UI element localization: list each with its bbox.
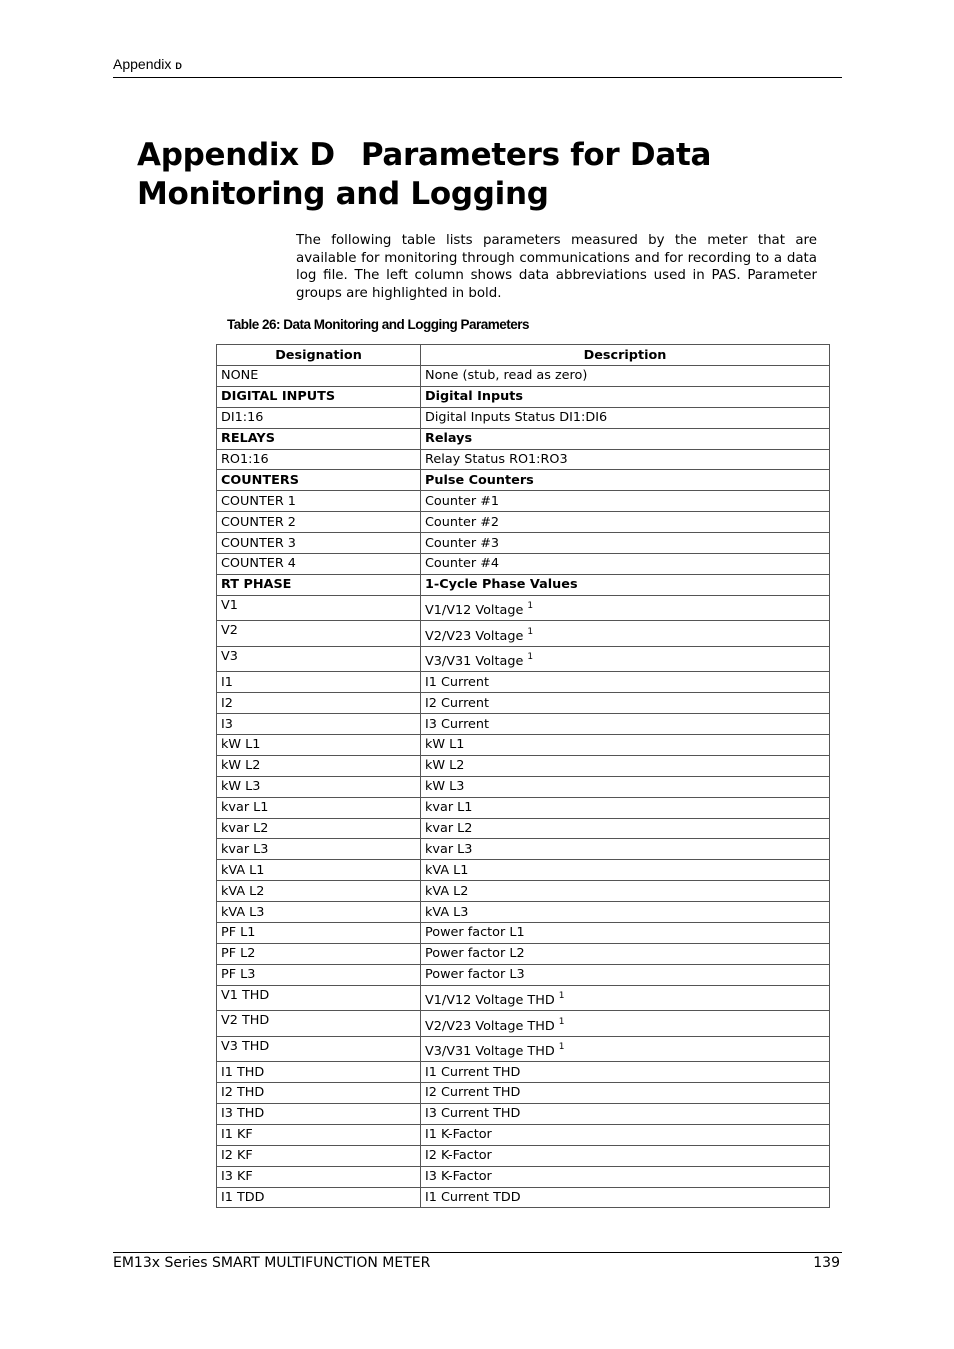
cell-description — [421, 1187, 830, 1208]
description-text: V3/V31 Voltage THD — [425, 1044, 555, 1060]
cell-description — [421, 714, 830, 735]
cell-description — [421, 1062, 830, 1083]
description-text: Power factor L3 — [425, 967, 525, 983]
cell-description — [421, 1103, 830, 1124]
table-row — [217, 574, 830, 595]
cell-description — [421, 776, 830, 797]
page-header — [113, 56, 842, 78]
cell-designation: I1 KF — [217, 1124, 421, 1145]
column-header-description: Description — [421, 345, 830, 366]
table-row — [217, 1187, 830, 1208]
page-footer — [113, 1252, 842, 1271]
table-row — [217, 734, 830, 755]
cell-designation: V3 — [217, 646, 421, 672]
cell-designation: RO1:16 — [217, 449, 421, 470]
cell-description — [421, 554, 830, 575]
table-row — [217, 595, 830, 621]
table-row — [217, 818, 830, 839]
footer-product: EM13x Series SMART MULTIFUNCTION METER — [113, 1255, 431, 1271]
cell-description — [421, 818, 830, 839]
cell-designation: DIGITAL INPUTS — [217, 386, 421, 407]
table-row — [217, 533, 830, 554]
description-text: I2 Current THD — [425, 1085, 521, 1101]
table-row — [217, 646, 830, 672]
cell-description — [421, 839, 830, 860]
cell-description — [421, 902, 830, 923]
description-text: Counter #1 — [425, 493, 500, 509]
description-text: I1 Current TDD — [425, 1189, 521, 1205]
cell-description — [421, 755, 830, 776]
cell-designation: kW L1 — [217, 734, 421, 755]
cell-designation: PF L2 — [217, 943, 421, 964]
description-text: kW L3 — [425, 779, 465, 795]
page-number: 139 — [813, 1255, 840, 1271]
cell-description — [421, 533, 830, 554]
description-text: kW L2 — [425, 758, 465, 774]
table-row — [217, 755, 830, 776]
cell-designation: I1 THD — [217, 1062, 421, 1083]
table-row — [217, 776, 830, 797]
cell-designation: I3 THD — [217, 1103, 421, 1124]
cell-designation: I2 KF — [217, 1145, 421, 1166]
table-row — [217, 860, 830, 881]
table-row — [217, 386, 830, 407]
description-text: V1/V12 Voltage THD — [425, 993, 555, 1009]
column-header-designation: Designation — [217, 345, 421, 366]
cell-description — [421, 797, 830, 818]
table-row — [217, 943, 830, 964]
table-row — [217, 714, 830, 735]
table-row — [217, 491, 830, 512]
cell-designation: kVA L3 — [217, 902, 421, 923]
cell-designation: COUNTER 1 — [217, 491, 421, 512]
cell-designation: kvar L2 — [217, 818, 421, 839]
cell-designation: I3 — [217, 714, 421, 735]
cell-designation: PF L3 — [217, 964, 421, 985]
description-text: kVA L3 — [425, 904, 469, 920]
cell-description — [421, 449, 830, 470]
table-row — [217, 672, 830, 693]
cell-designation: kW L3 — [217, 776, 421, 797]
cell-description — [421, 595, 830, 621]
description-text: Counter #3 — [425, 535, 500, 551]
cell-designation: COUNTER 3 — [217, 533, 421, 554]
table-row — [217, 470, 830, 491]
description-text: kvar L2 — [425, 820, 473, 836]
cell-designation: I2 THD — [217, 1083, 421, 1104]
table-row — [217, 1166, 830, 1187]
cell-designation: kvar L1 — [217, 797, 421, 818]
cell-designation: RELAYS — [217, 428, 421, 449]
table-row — [217, 366, 830, 387]
description-text: kvar L3 — [425, 841, 473, 857]
table-row — [217, 881, 830, 902]
cell-description — [421, 693, 830, 714]
table-row — [217, 428, 830, 449]
cell-designation: V2 THD — [217, 1011, 421, 1037]
description-text: kVA L1 — [425, 862, 469, 878]
cell-description — [421, 1166, 830, 1187]
cell-designation: RT PHASE — [217, 574, 421, 595]
table-row — [217, 1011, 830, 1037]
cell-description — [421, 646, 830, 672]
description-text: Power factor L1 — [425, 925, 525, 941]
cell-description — [421, 407, 830, 428]
cell-description — [421, 860, 830, 881]
table-row — [217, 1083, 830, 1104]
cell-designation: I3 KF — [217, 1166, 421, 1187]
cell-designation: V2 — [217, 621, 421, 647]
description-text: I1 Current THD — [425, 1064, 521, 1080]
description-text: I3 Current — [425, 716, 490, 732]
cell-designation: DI1:16 — [217, 407, 421, 428]
table-body — [217, 366, 830, 1208]
cell-description — [421, 386, 830, 407]
description-text: I1 Current — [425, 674, 490, 690]
cell-description — [421, 1011, 830, 1037]
cell-designation: V1 THD — [217, 985, 421, 1011]
cell-description — [421, 964, 830, 985]
intro-paragraph: The following table lists parameters measured by the meter that are available for monitoring through communications and for recording to a data log file. The left column shows data abbreviations used in PAS. Parameter groups are highlighted in bold. — [296, 233, 817, 301]
table-row — [217, 1062, 830, 1083]
description-text: Power factor L2 — [425, 946, 525, 962]
description-text: V2/V23 Voltage — [425, 628, 524, 644]
cell-designation: PF L1 — [217, 922, 421, 943]
table-row — [217, 1124, 830, 1145]
cell-description — [421, 734, 830, 755]
table-row — [217, 797, 830, 818]
page-title — [137, 136, 837, 214]
cell-designation: kvar L3 — [217, 839, 421, 860]
table-row — [217, 1036, 830, 1062]
cell-description — [421, 985, 830, 1011]
table-row — [217, 1145, 830, 1166]
description-text: Relay Status RO1:RO3 — [425, 452, 568, 467]
cell-description — [421, 943, 830, 964]
cell-description — [421, 1083, 830, 1104]
description-text: kW L1 — [425, 737, 465, 753]
cell-designation: kVA L2 — [217, 881, 421, 902]
footnote-marker: 1 — [558, 991, 565, 1002]
description-text: Digital Inputs — [425, 389, 524, 405]
footnote-marker: 1 — [527, 652, 534, 663]
description-text: Counter #4 — [425, 556, 500, 572]
description-text: Pulse Counters — [425, 472, 534, 488]
cell-description — [421, 1036, 830, 1062]
cell-designation: I1 — [217, 672, 421, 693]
table-row — [217, 839, 830, 860]
description-text: I2 Current — [425, 695, 490, 711]
cell-description — [421, 574, 830, 595]
header-text: Appendix — [113, 56, 172, 72]
cell-designation: COUNTER 4 — [217, 554, 421, 575]
table-row — [217, 1103, 830, 1124]
table-row — [217, 902, 830, 923]
table-header-row — [217, 345, 830, 366]
footnote-marker: 1 — [558, 1042, 565, 1053]
cell-description — [421, 512, 830, 533]
cell-designation: V1 — [217, 595, 421, 621]
description-text: Digital Inputs Status DI1:DI6 — [425, 410, 608, 426]
description-text: V2/V23 Voltage THD — [425, 1018, 555, 1034]
description-text: kvar L1 — [425, 800, 473, 816]
parameters-table — [216, 344, 830, 1208]
title-appendix: Appendix D — [137, 137, 335, 173]
description-text: I1 K-Factor — [425, 1127, 492, 1143]
table-caption: Table 26: Data Monitoring and Logging Parameters — [227, 317, 530, 332]
cell-designation: NONE — [217, 366, 421, 387]
table-row — [217, 693, 830, 714]
description-text: V1/V12 Voltage — [425, 603, 524, 619]
description-text: V3/V31 Voltage — [425, 654, 524, 670]
table-row — [217, 449, 830, 470]
cell-designation: I2 — [217, 693, 421, 714]
description-text: I2 K-Factor — [425, 1148, 492, 1164]
cell-description — [421, 621, 830, 647]
cell-description — [421, 922, 830, 943]
header-section: D — [175, 61, 182, 71]
table-row — [217, 554, 830, 575]
cell-description — [421, 672, 830, 693]
table-row — [217, 621, 830, 647]
cell-designation: I1 TDD — [217, 1187, 421, 1208]
table-row — [217, 922, 830, 943]
cell-description — [421, 428, 830, 449]
description-text: None (stub, read as zero) — [425, 368, 588, 384]
cell-designation: kW L2 — [217, 755, 421, 776]
cell-description — [421, 1145, 830, 1166]
cell-designation: V3 THD — [217, 1036, 421, 1062]
description-text: Counter #2 — [425, 514, 500, 530]
cell-designation: kVA L1 — [217, 860, 421, 881]
title-part2: Monitoring and Logging — [137, 176, 549, 212]
cell-designation: COUNTERS — [217, 470, 421, 491]
cell-description — [421, 366, 830, 387]
title-part1: Parameters for Data — [360, 137, 712, 173]
description-text: kVA L2 — [425, 883, 469, 899]
cell-designation: COUNTER 2 — [217, 512, 421, 533]
footnote-marker: 1 — [527, 601, 534, 612]
description-text: Relays — [425, 431, 473, 447]
cell-description — [421, 1124, 830, 1145]
footnote-marker: 1 — [527, 626, 534, 637]
cell-description — [421, 881, 830, 902]
description-text: I3 K-Factor — [425, 1169, 492, 1185]
description-text: 1-Cycle Phase Values — [425, 577, 578, 593]
table-row — [217, 964, 830, 985]
cell-description — [421, 470, 830, 491]
table-row — [217, 512, 830, 533]
table-row — [217, 407, 830, 428]
description-text: I3 Current THD — [425, 1106, 521, 1122]
table-row — [217, 985, 830, 1011]
footnote-marker: 1 — [558, 1016, 565, 1027]
cell-description — [421, 491, 830, 512]
